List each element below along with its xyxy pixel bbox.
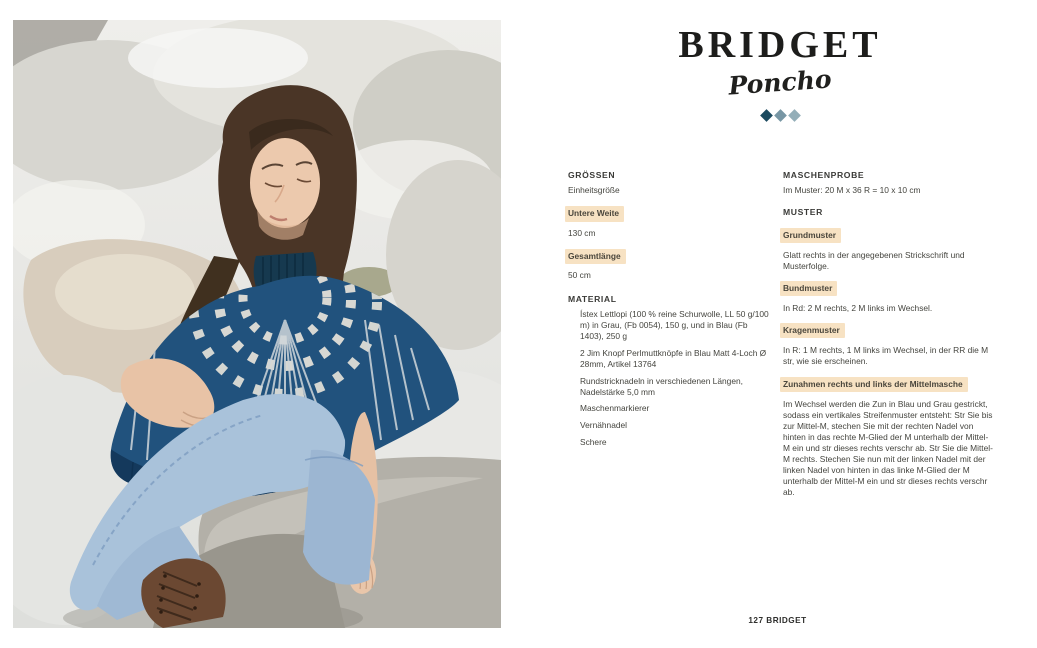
length-pair [568,249,770,281]
pattern-subsection-grundmuster [783,228,995,272]
pattern-heading: MUSTER [783,207,823,218]
pattern-subsection-zunahmen [783,377,995,499]
subsection-text: In R: 1 M rechts, 1 M links im Wechsel, in der RR die M str, wie sie erscheinen. [783,345,989,367]
difficulty-diamonds [640,111,920,120]
left-text-column [568,170,770,453]
pattern-title-block [640,26,920,120]
pattern-subsection-bundmuster [783,281,995,314]
material-list [568,309,770,447]
length-value: 50 cm [568,269,591,280]
subsection-label: Kragenmuster [780,323,845,338]
width-pair [568,206,770,238]
subsection-label: Bundmuster [780,281,837,296]
material-heading: MATERIAL [568,293,617,304]
sizes-value: Einheitsgröße [568,185,620,196]
subsection-text: Glatt rechts in der angegebenen Strickschrift und Musterfolge. [783,249,965,271]
width-value: 130 cm [568,227,596,238]
photo-illustration [13,20,501,628]
page-subtitle-script: Poncho [727,64,833,101]
diamond-icon-2 [774,109,787,122]
material-item: Rundstricknadeln in verschiedenen Längen, Nadelstärke 5,0 mm [580,375,743,397]
material-item: 2 Jim Knopf Perlmuttknöpfe in Blau Matt 4-Loch Ø 28mm, Artikel 13764 [580,347,767,370]
poncho-model-photo [13,20,501,628]
length-label: Gesamtlänge [565,249,626,264]
material-item: Maschenmarkierer [580,403,650,414]
page-footer: 127 BRIDGET [748,616,807,625]
material-item: Vernähnadel [580,419,628,430]
diamond-icon-1 [760,109,773,122]
material-item: Ístex Lettlopi (100 % reine Schurwolle, LL 50 g/100 m) in Grau, (Fb 0054), 150 g, und in Blau (Fb 1403), 250 g [580,309,769,342]
subsection-label: Grundmuster [780,228,841,243]
gauge-heading: MASCHENPROBE [783,170,865,180]
width-label: Untere Weite [565,206,624,221]
material-item: Schere [580,436,607,447]
subsection-label: Zunahmen rechts und links der Mittelmasche [780,377,968,392]
diamond-icon-3 [788,109,801,122]
pattern-subsection-kragenmuster [783,323,995,367]
subsection-text: In Rd: 2 M rechts, 2 M links im Wechsel. [783,303,933,314]
page-title: BRIDGET [678,24,882,66]
sizes-heading: GRÖSSEN [568,170,616,180]
right-text-column [783,170,995,498]
subsection-text: Im Wechsel werden die Zun in Blau und Grau gestrickt, sodass ein vertikales Streifenmuster entsteht: Str Sie bis zur Mittel-M, stechen Sie mit der rechten Nadel von hinten in das rechte M-Glied der M unterhalb der Mittel-M ein und str dieses rechts verschr ab. Str Sie die Mittel-M rechts. Stechen Sie nun mit der linken Nadel mit der linken Nadel von hinten in das linke M-Glied der M unterhalb der Mittel-M ein und str dieses rechts verschr ab. [783,398,993,498]
gauge-value: Im Muster: 20 M x 36 R = 10 x 10 cm [783,185,921,196]
material-section [568,294,770,448]
